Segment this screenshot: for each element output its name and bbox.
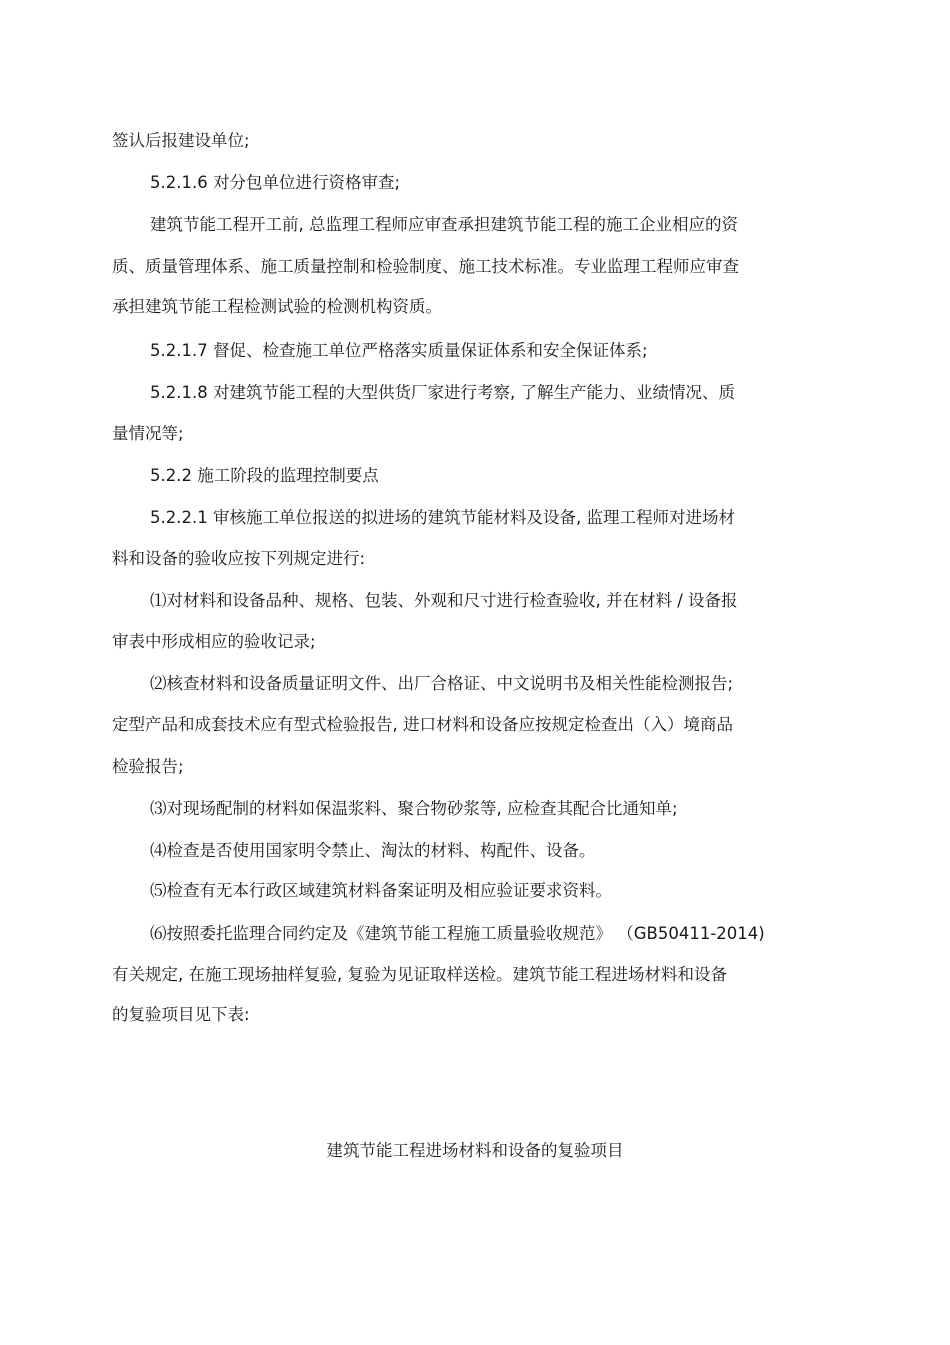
- text-line: 5.2.1.8 对建筑节能工程的大型供货厂家进行考察, 了解生产能力、业绩情况、质: [150, 383, 735, 402]
- text-line: 承担建筑节能工程检测试验的检测机构资质。: [112, 297, 442, 316]
- text-line: ⑴对材料和设备品种、规格、包装、外观和尺寸进行检查验收, 并在材料 / 设备报: [150, 591, 738, 610]
- text-line: 审表中形成相应的验收记录;: [112, 632, 316, 651]
- text-line: 有关规定, 在施工现场抽样复验, 复验为见证取样送检。建筑节能工程进场材料和设备: [112, 965, 727, 984]
- text-line: ⑹按照委托监理合同约定及《建筑节能工程施工质量验收规范》 （GB50411-2014): [150, 924, 765, 943]
- table-caption: 建筑节能工程进场材料和设备的复验项目: [326, 1141, 624, 1160]
- text-line: 质、质量管理体系、施工质量控制和检验制度、施工技术标准。专业监理工程师应审查: [112, 257, 739, 276]
- text-line: 签认后报建设单位;: [112, 131, 250, 150]
- text-line: 定型产品和成套技术应有型式检验报告, 进口材料和设备应按规定检查出（入）境商品: [112, 715, 733, 734]
- text-line: ⑷检查是否使用国家明令禁止、淘汰的材料、构配件、设备。: [150, 841, 596, 860]
- text-line: 5.2.2.1 审核施工单位报送的拟进场的建筑节能材料及设备, 监理工程师对进场材: [150, 508, 735, 527]
- text-line: ⑶对现场配制的材料如保温浆料、聚合物砂浆等, 应检查其配合比通知单;: [150, 799, 678, 818]
- text-line: 5.2.1.7 督促、检查施工单位严格落实质量保证体系和安全保证体系;: [150, 341, 648, 360]
- text-line: 量情况等;: [112, 424, 184, 443]
- text-line: 5.2.1.6 对分包单位进行资格审查;: [150, 173, 401, 192]
- text-line: ⑸检查有无本行政区域建筑材料备案证明及相应验证要求资料。: [150, 881, 612, 900]
- text-line: 料和设备的验收应按下列规定进行:: [112, 549, 366, 568]
- text-line: 5.2.2 施工阶段的监理控制要点: [150, 466, 379, 485]
- text-line: 建筑节能工程开工前, 总监理工程师应审查承担建筑节能工程的施工企业相应的资: [150, 215, 738, 234]
- text-line: ⑵核查材料和设备质量证明文件、出厂合格证、中文说明书及相关性能检测报告;: [150, 674, 734, 693]
- text-line: 的复验项目见下表:: [112, 1005, 250, 1024]
- text-line: 检验报告;: [112, 757, 184, 776]
